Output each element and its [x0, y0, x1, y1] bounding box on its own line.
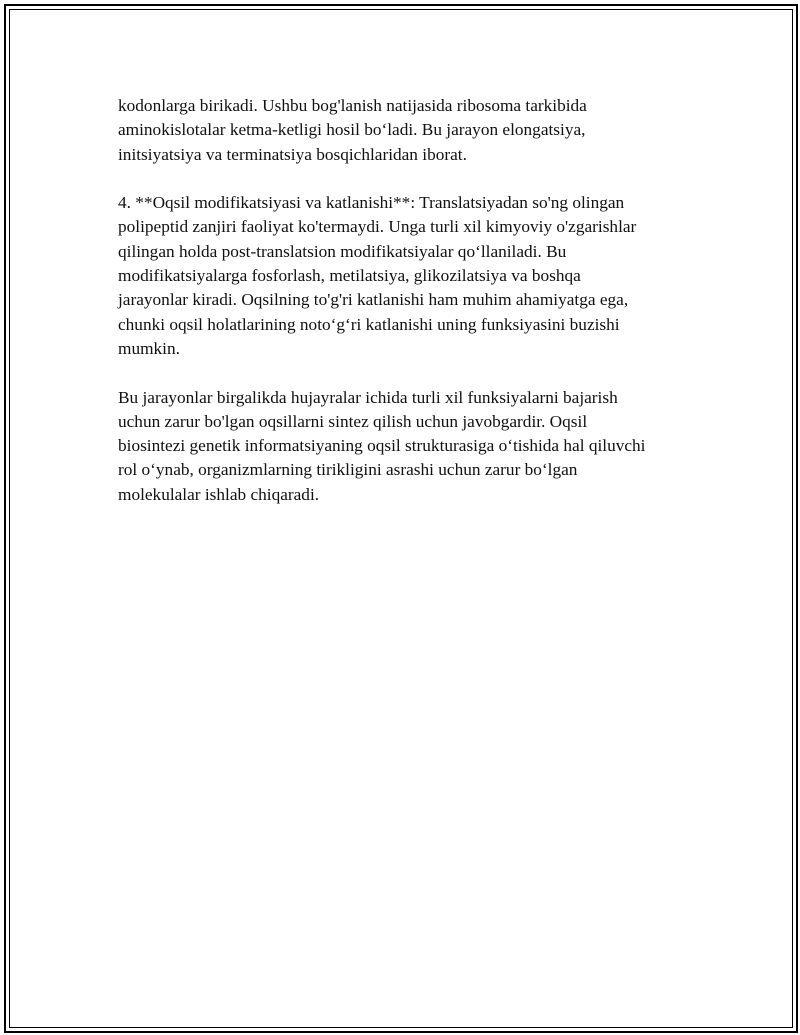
paragraph-conclusion — [118, 386, 698, 507]
text-line: molekulalar ishlab chiqaradi. — [118, 484, 320, 504]
document-page — [4, 4, 798, 1033]
text-line: mumkin. — [118, 338, 180, 358]
text-line: uchun zarur bo'lgan oqsillarni sintez qilish uchun javobgardir. Oqsil — [118, 411, 588, 431]
text-line: polipeptid zanjiri faoliyat ko'termaydi. Unga turli xil kimyoviy o'zgarishlar — [118, 217, 637, 237]
paragraph-protein-modification — [118, 191, 698, 361]
text-line: biosintezi genetik informatsiyaning oqsil strukturasiga o‘tishida hal qiluvchi — [118, 436, 646, 456]
paragraph-translation-continuation — [118, 94, 698, 167]
text-line: initsiyatsiya va terminatsiya bosqichlaridan iborat. — [118, 144, 467, 164]
document-body — [118, 94, 698, 531]
text-line: aminokislotalar ketma-ketligi hosil bo‘ladi. Bu jarayon elongatsiya, — [118, 120, 586, 140]
text-line: rol o‘ynab, organizmlarning tirikligini asrashi uchun zarur bo‘lgan — [118, 460, 578, 480]
text-line: qilingan holda post-translatsion modifikatsiyalar qo‘llaniladi. Bu — [118, 241, 567, 261]
text-line: modifikatsiyalarga fosforlash, metilatsiya, glikozilatsiya va boshqa — [118, 266, 581, 286]
text-line: jarayonlar kiradi. Oqsilning to'g'ri katlanishi ham muhim ahamiyatga ega, — [118, 290, 629, 310]
text-line: 4. **Oqsil modifikatsiyasi va katlanishi**: Translatsiyadan so'ng olingan — [118, 193, 625, 213]
text-line: kodonlarga birikadi. Ushbu bog'lanish natijasida ribosoma tarkibida — [118, 96, 587, 115]
text-line: chunki oqsil holatlarining noto‘g‘ri katlanishi uning funksiyasini buzishi — [118, 314, 620, 334]
text-line: Bu jarayonlar birgalikda hujayralar ichida turli xil funksiyalarni bajarish — [118, 387, 618, 407]
